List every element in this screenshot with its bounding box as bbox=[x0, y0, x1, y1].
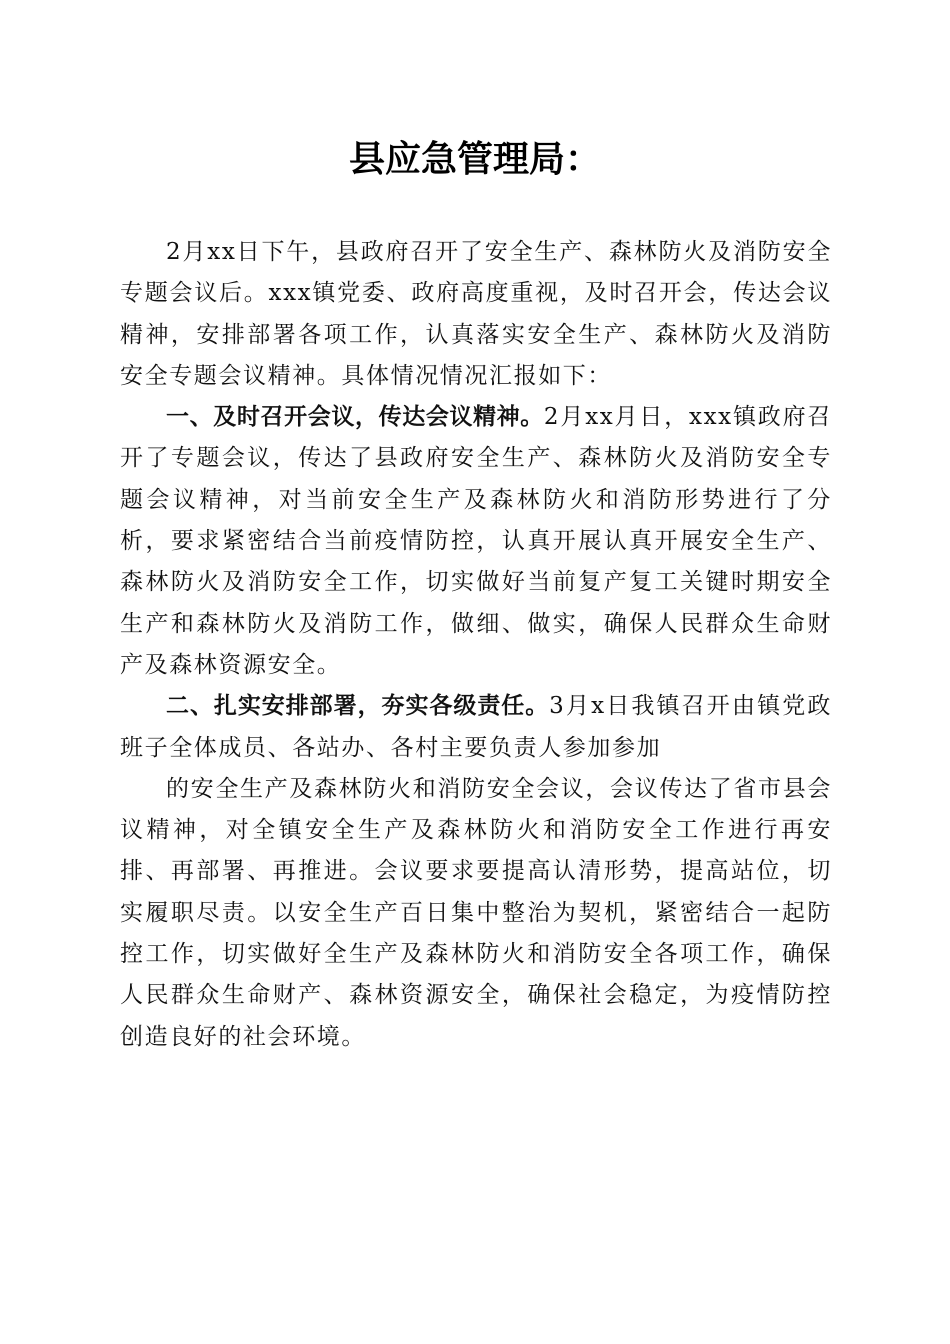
section-2-text: 3月x日我镇召开由镇党政班子全体成员、各站办、各村主要负责人参加参加 bbox=[120, 693, 832, 761]
section-2-heading: 二、扎实安排部署，夯实各级责任。 bbox=[166, 693, 550, 720]
intro-paragraph: 2月xx日下午，县政府召开了安全生产、森林防火及消防安全专题会议后。xxx镇党委、政府高度重视，及时召开会，传达会议精神，安排部署各项工作，认真落实安全生产、森林防火及消防安全专题会议精神。具体情况情况汇报如下： bbox=[120, 239, 832, 389]
section-2-paragraph bbox=[120, 686, 832, 769]
document-body bbox=[120, 232, 832, 1058]
section-2-continuation: 的安全生产及森林防火和消防安全会议，会议传达了省市县会议精神，对全镇安全生产及森林防火和消防安全工作进行再安排、再部署、再推进。会议要求要提高认清形势，提高站位，切实履职尽责。以安全生产百日集中整治为契机，紧密结合一起防控工作，切实做好全生产及森林防火和消防安全各项工作，确保人民群众生命财产、森林资源安全，确保社会稳定，为疫情防控创造良好的社会环境。 bbox=[120, 775, 832, 1050]
section-1-text: 2月xx月日，xxx镇政府召开了专题会议，传达了县政府安全生产、森林防火及消防安全专题会议精神，对当前安全生产及森林防火和消防形势进行了分析，要求紧密结合当前疫情防控，认真开展认真开展安全生产、森林防火及消防安全工作，切实做好当前复产复工关键时期安全生产和森林防火及消防工作，做细、做实，确保人民群众生命财产及森林资源安全。 bbox=[120, 404, 833, 678]
document-title: 县应急管理局： bbox=[348, 138, 601, 180]
section-1-paragraph bbox=[120, 397, 832, 686]
section-1-heading: 一、及时召开会议，传达会议精神。 bbox=[166, 404, 544, 431]
